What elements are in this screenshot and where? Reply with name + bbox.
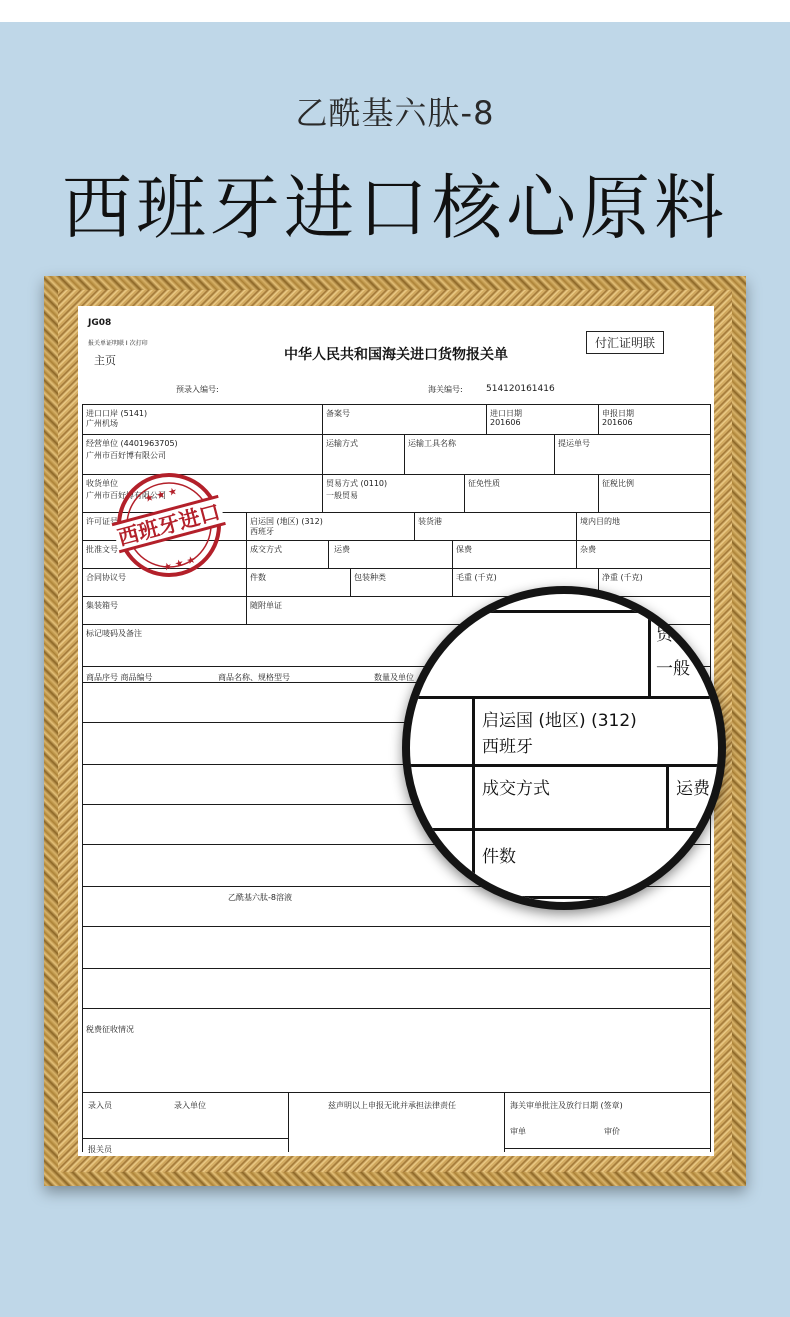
declarant-label: 报关员 (88, 1145, 112, 1154)
goods-header-qty: 数量及单位 (374, 673, 414, 682)
lens-origin-value: 西班牙 (482, 737, 533, 757)
magnifier-lens (402, 586, 726, 910)
rule (328, 540, 329, 568)
product-subtitle: 乙酰基六肽-8 (295, 94, 495, 132)
rule (464, 474, 465, 512)
customs-no-label: 海关编号: (428, 385, 463, 394)
license-label: 许可证号 (86, 517, 118, 526)
customs-no: 514120161416 (486, 384, 555, 394)
bill-no-label: 提运单号 (558, 439, 590, 448)
rule (246, 512, 247, 624)
net-label: 净重 (千克) (602, 573, 643, 582)
rule (322, 404, 323, 512)
lens-origin-label: 启运国 (地区) (312) (482, 711, 637, 731)
docs-label: 随附单证 (250, 601, 282, 610)
goods-header-name: 商品名称、规格型号 (218, 673, 290, 682)
gross-label: 毛重 (千克) (456, 573, 497, 582)
rule (598, 404, 599, 434)
misc-label: 杂费 (580, 545, 596, 554)
freight-label: 运费 (334, 545, 350, 554)
lens-rule (472, 696, 475, 910)
form-title: 中华人民共和国海关进口货物报关单 (284, 347, 508, 363)
origin-label: 启运国 (地区) (312) (250, 517, 323, 526)
rule (576, 540, 577, 568)
trade-mode-value: 一般贸易 (326, 491, 358, 500)
lens-rule (410, 696, 726, 699)
lens-trade-value: 一般 (656, 659, 690, 679)
deal-label: 成交方式 (250, 545, 282, 554)
rule (82, 1092, 710, 1093)
rule (82, 404, 83, 1152)
approval-label: 批准文号 (86, 545, 118, 554)
rule (82, 1138, 288, 1139)
port-label: 装货港 (418, 517, 442, 526)
rule (452, 540, 453, 568)
exemption-label: 征免性质 (468, 479, 500, 488)
lens-deal-label: 成交方式 (482, 779, 550, 799)
destination-label: 境内目的地 (580, 517, 620, 526)
marks-label: 标记唛码及备注 (86, 629, 142, 638)
consignee-value: 广州市百好博有限公司 (86, 491, 166, 500)
operator-value: 广州市百好博有限公司 (86, 451, 166, 460)
rule (452, 568, 453, 596)
lens-rule (666, 764, 669, 828)
import-date-value: 201606 (490, 418, 521, 427)
top-band (0, 0, 790, 22)
rule (504, 1092, 505, 1152)
entry-clerk-label: 录入员 (88, 1101, 112, 1110)
transport-label: 运输方式 (326, 439, 358, 448)
insurance-label: 保费 (456, 545, 472, 554)
rule (350, 568, 351, 596)
rule (504, 1148, 710, 1149)
tax-ratio-label: 征税比例 (602, 479, 634, 488)
form-copy-line: 报关单证明联 Ⅰ 次打印 (88, 340, 148, 347)
lens-rule (410, 610, 726, 613)
contract-label: 合同协议号 (86, 573, 126, 582)
operator-label: 经营单位 (4401963705) (86, 439, 178, 448)
rule (82, 926, 710, 927)
rule (414, 512, 415, 540)
trade-mode-label: 贸易方式 (0110) (326, 479, 388, 488)
import-port-label: 进口口岸 (5141) (86, 409, 148, 418)
rule (82, 968, 710, 969)
declare-date-label: 申报日期 (602, 409, 634, 418)
rule (82, 434, 710, 435)
rule (404, 434, 405, 474)
rule (82, 404, 710, 405)
tax-label: 税费征收情况 (86, 1025, 134, 1034)
customs-approval-label: 海关审单批注及放行日期 (签章) (510, 1101, 623, 1110)
container-label: 集装箱号 (86, 601, 118, 610)
lens-trade-char: 贸 (656, 625, 673, 645)
import-port-value: 广州机场 (86, 419, 118, 428)
svg-text:★ ★ ★: ★ ★ ★ (143, 485, 179, 506)
lens-rule (410, 828, 726, 831)
rule (598, 474, 599, 512)
package-label: 包装种类 (354, 573, 386, 582)
rule (554, 434, 555, 474)
svg-text:★ ★ ★: ★ ★ ★ (161, 554, 197, 574)
origin-value: 西班牙 (250, 527, 274, 536)
import-date-label: 进口日期 (490, 409, 522, 418)
copy-type-box: 付汇证明联 (586, 331, 664, 354)
rule (82, 1008, 710, 1009)
pre-entry-label: 预录入编号: (176, 385, 219, 394)
declare-date-value: 201606 (602, 418, 633, 427)
form-code: JG08 (88, 318, 112, 328)
price-label: 审价 (604, 1127, 620, 1136)
rule (576, 512, 577, 540)
goods-header-seq: 商品序号 商品编号 (86, 673, 153, 682)
rule (288, 1092, 289, 1152)
declaration-text: 兹声明以上申报无讹并承担法律责任 (328, 1101, 456, 1110)
rule (486, 404, 487, 434)
record-no-label: 备案号 (326, 409, 350, 418)
lens-rule (410, 896, 726, 899)
consignee-label: 收货单位 (86, 479, 118, 488)
lens-rule (410, 764, 726, 767)
lens-rule (648, 610, 651, 696)
headline-title: 西班牙进口核心原料 (62, 167, 728, 249)
entry-unit-label: 录入单位 (174, 1101, 206, 1110)
pieces-label: 件数 (250, 573, 266, 582)
home-label: 主页 (94, 354, 116, 367)
seal-text: 西班牙进口 (115, 499, 223, 551)
vehicle-label: 运输工具名称 (408, 439, 456, 448)
goods-item-name: 乙酰基六肽-8溶液 (228, 893, 292, 902)
review-label: 审单 (510, 1127, 526, 1136)
lens-freight-label: 运费 (676, 779, 710, 799)
lens-pieces-label: 件数 (482, 847, 516, 867)
